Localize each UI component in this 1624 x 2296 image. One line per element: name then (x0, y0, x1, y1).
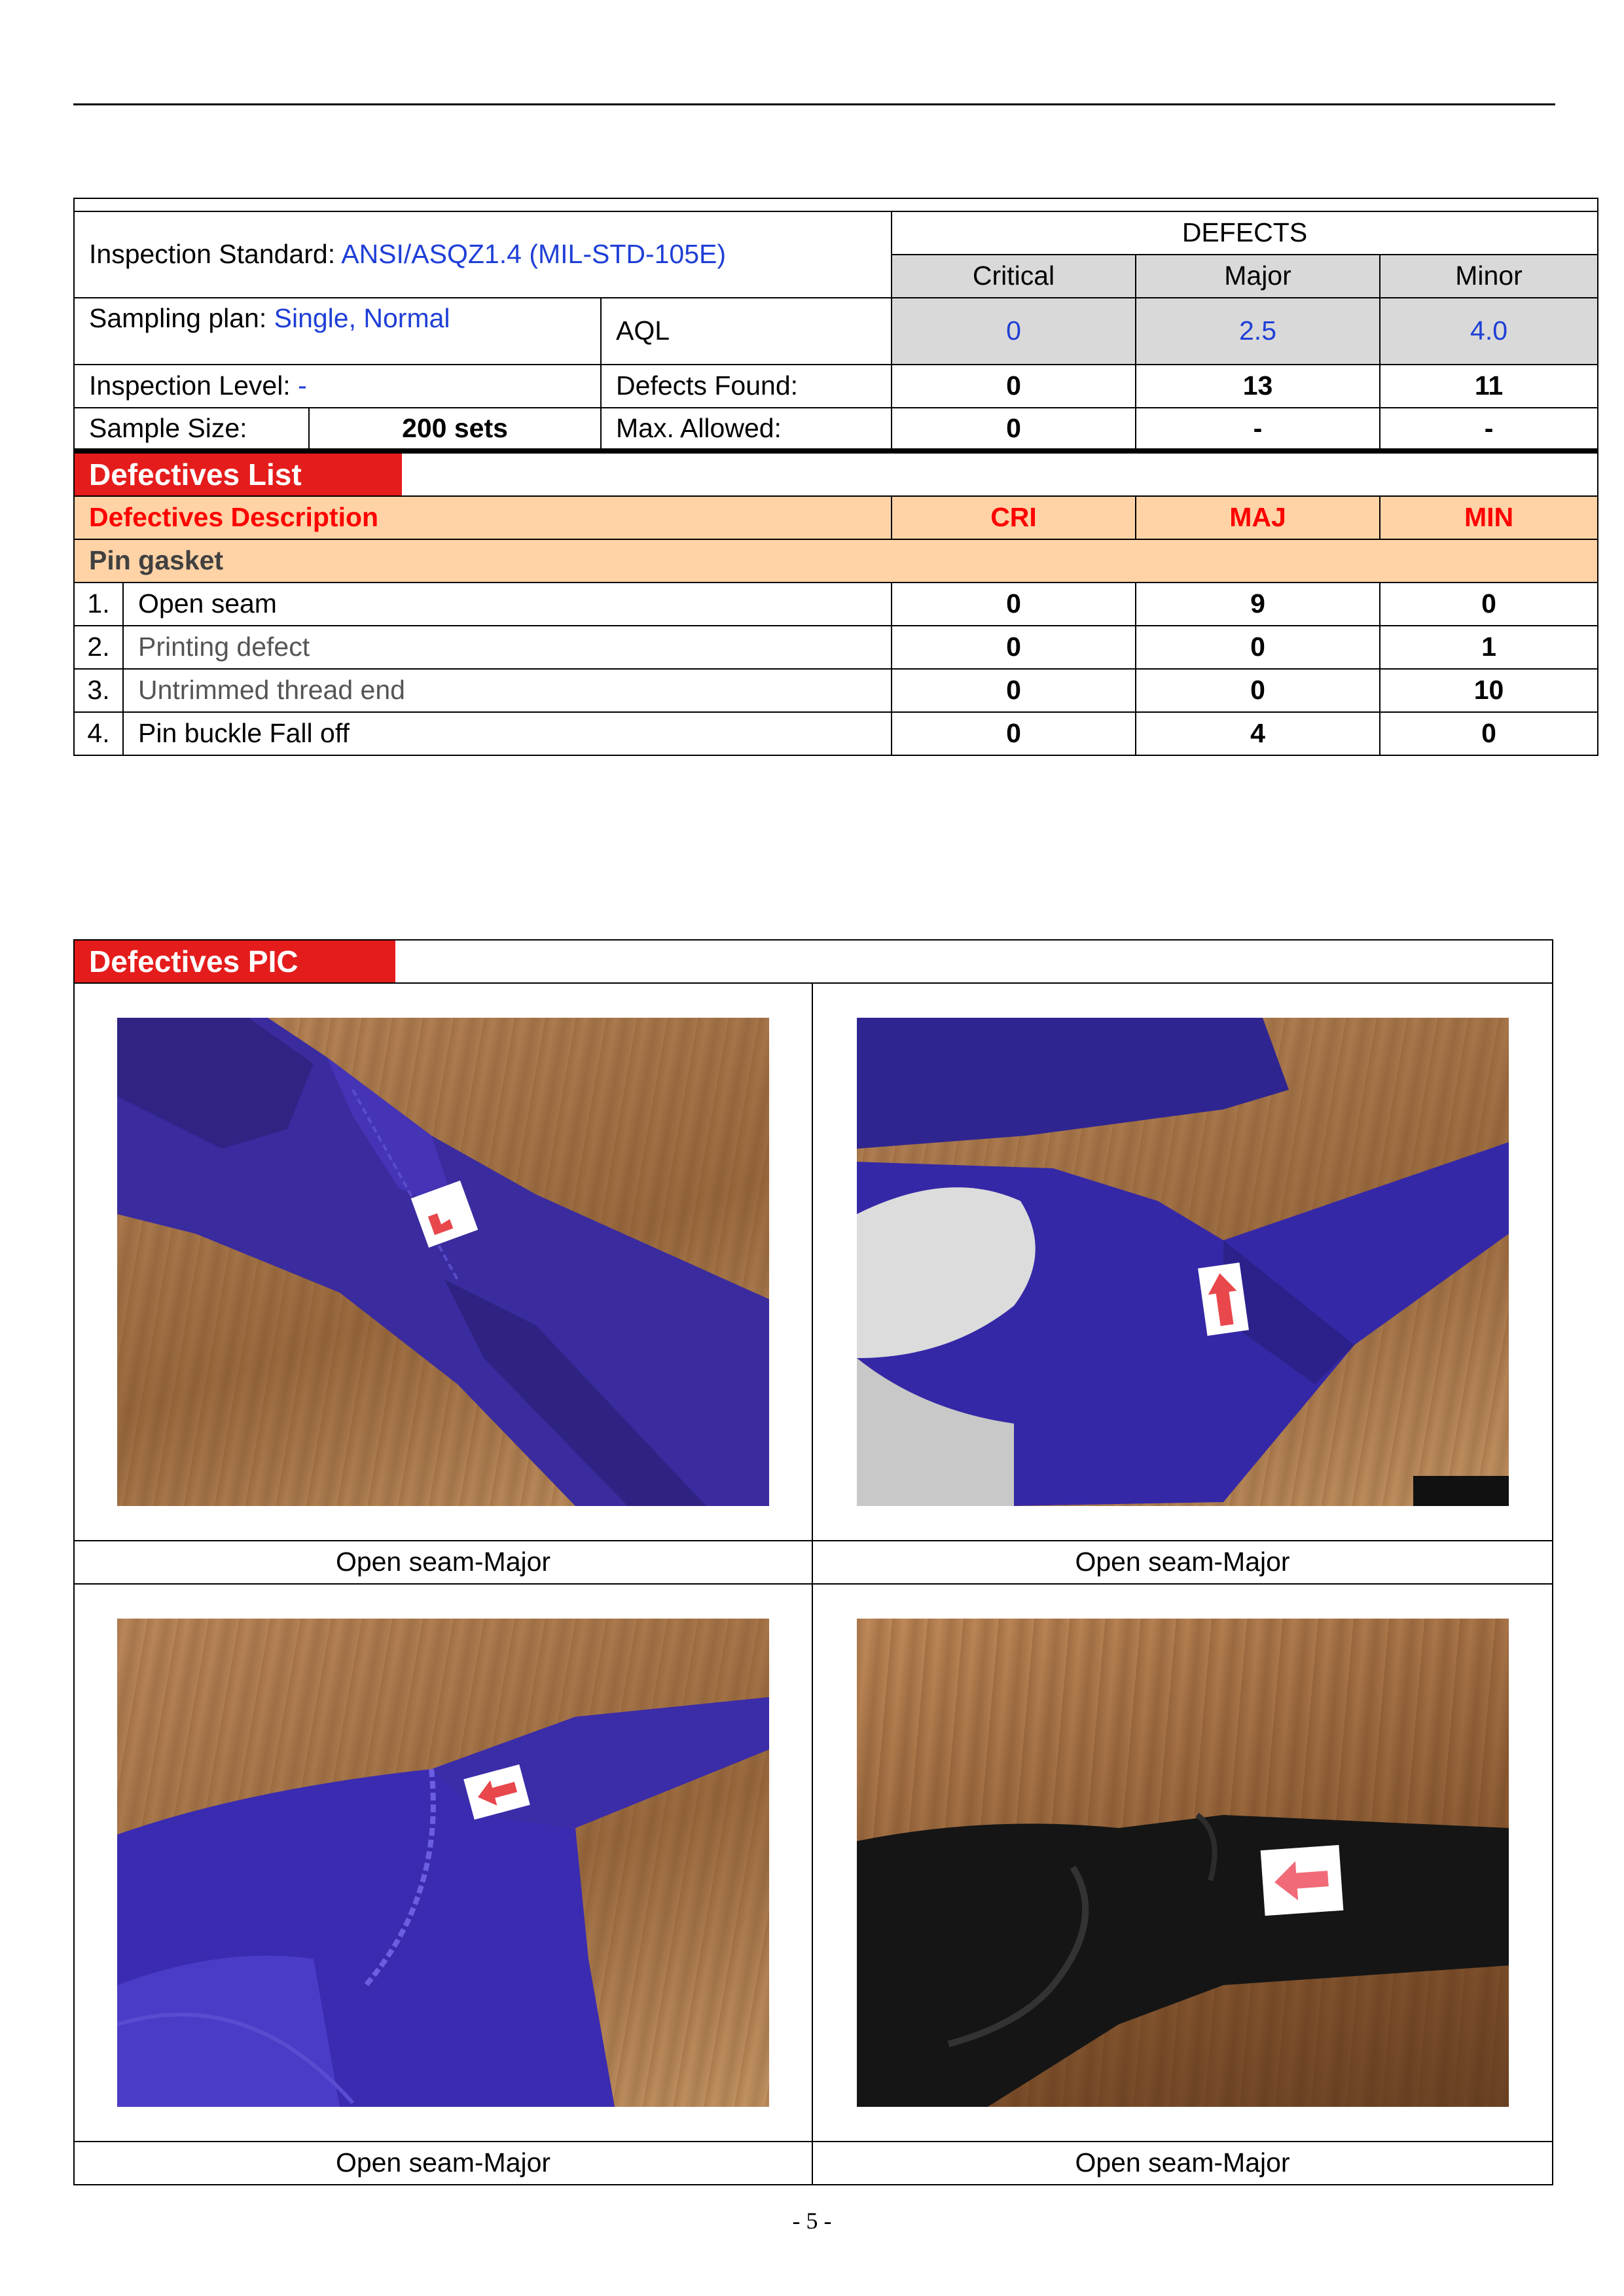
sampling-value: Single, Normal (274, 303, 450, 333)
item-no: 2. (74, 626, 123, 669)
allowed-minor: - (1380, 408, 1598, 451)
group-row (74, 539, 1598, 583)
item-min: 0 (1380, 583, 1598, 626)
aql-major: 2.5 (1136, 298, 1380, 365)
open-seam-photo-1 (117, 1018, 769, 1506)
inspection-standard: Inspection Standard: ANSI/ASQZ1.4 (MIL-STD-105E) (74, 211, 892, 298)
defects-header: DEFECTS (892, 211, 1598, 255)
allowed-major: - (1136, 408, 1380, 451)
item-maj: 0 (1136, 626, 1380, 669)
found-critical: 0 (892, 365, 1136, 408)
table-row (74, 669, 1598, 712)
spacer-row (74, 198, 1598, 211)
defectives-pic-bar (75, 941, 1552, 982)
aql-minor: 4.0 (1380, 298, 1598, 365)
item-min: 10 (1380, 669, 1598, 712)
caption-row (74, 2142, 1553, 2185)
caption-row (74, 1541, 1553, 1584)
photo-caption: Open seam-Major (74, 1541, 812, 1584)
sampling-plan: Sampling plan: Single, Normal (74, 298, 601, 365)
level-value: - (298, 370, 307, 401)
photo-row (74, 1584, 1553, 2142)
defectives-pic-bar-row (74, 940, 1553, 983)
group-name: Pin gasket (74, 539, 1598, 583)
open-seam-photo-3 (117, 1619, 769, 2107)
item-desc: Open seam (123, 583, 892, 626)
defectives-pic-table (73, 939, 1553, 2185)
col-major: Major (1136, 255, 1380, 298)
found-row (74, 365, 1598, 408)
sample-row (74, 408, 1598, 451)
defectives-pic-title: Defectives PIC (75, 941, 395, 982)
open-seam-photo-4 (857, 1619, 1509, 2107)
item-no: 1. (74, 583, 123, 626)
photo-caption: Open seam-Major (74, 2142, 812, 2185)
min-header: MIN (1380, 496, 1598, 539)
defectives-list-title: Defectives List (75, 454, 402, 495)
table-row (74, 583, 1598, 626)
aql-critical: 0 (892, 298, 1136, 365)
item-cri: 0 (892, 669, 1136, 712)
allowed-label: Max. Allowed: (601, 408, 892, 451)
item-min: 1 (1380, 626, 1598, 669)
col-critical: Critical (892, 255, 1136, 298)
desc-header: Defectives Description (74, 496, 892, 539)
sample-value: 200 sets (309, 408, 601, 451)
cri-header: CRI (892, 496, 1136, 539)
item-maj: 4 (1136, 712, 1380, 755)
found-label: Defects Found: (601, 365, 892, 408)
header-rule (73, 103, 1555, 105)
standard-row (74, 211, 1598, 255)
photo-caption: Open seam-Major (812, 2142, 1553, 2185)
found-major: 13 (1136, 365, 1380, 408)
page-number: - 5 - (792, 2208, 832, 2234)
defect-photo (857, 1619, 1509, 2107)
item-maj: 9 (1136, 583, 1380, 626)
standard-value: ANSI/ASQZ1.4 (MIL-STD-105E) (341, 239, 727, 270)
item-cri: 0 (892, 626, 1136, 669)
maj-header: MAJ (1136, 496, 1380, 539)
item-cri: 0 (892, 583, 1136, 626)
inspection-table (73, 198, 1598, 756)
col-minor: Minor (1380, 255, 1598, 298)
defectives-list-bar (75, 454, 1597, 495)
item-min: 0 (1380, 712, 1598, 755)
item-no: 3. (74, 669, 123, 712)
photo-caption: Open seam-Major (812, 1541, 1553, 1584)
aql-row (74, 298, 1598, 365)
item-cri: 0 (892, 712, 1136, 755)
item-no: 4. (74, 712, 123, 755)
aql-label: AQL (601, 298, 892, 365)
defect-photo (117, 1619, 769, 2107)
photo-row (74, 983, 1553, 1541)
defectives-header-row (74, 496, 1598, 539)
table-row (74, 712, 1598, 755)
item-desc: Untrimmed thread end (123, 669, 892, 712)
defectives-list-bar-row (74, 451, 1598, 496)
allowed-critical: 0 (892, 408, 1136, 451)
item-desc: Printing defect (123, 626, 892, 669)
sample-label: Sample Size: (74, 408, 309, 451)
item-desc: Pin buckle Fall off (123, 712, 892, 755)
defect-photo (117, 1018, 769, 1506)
defect-photo (857, 1018, 1509, 1506)
found-minor: 11 (1380, 365, 1598, 408)
inspection-level: Inspection Level: - (74, 365, 601, 408)
table-row (74, 626, 1598, 669)
open-seam-photo-2 (857, 1018, 1509, 1506)
item-maj: 0 (1136, 669, 1380, 712)
